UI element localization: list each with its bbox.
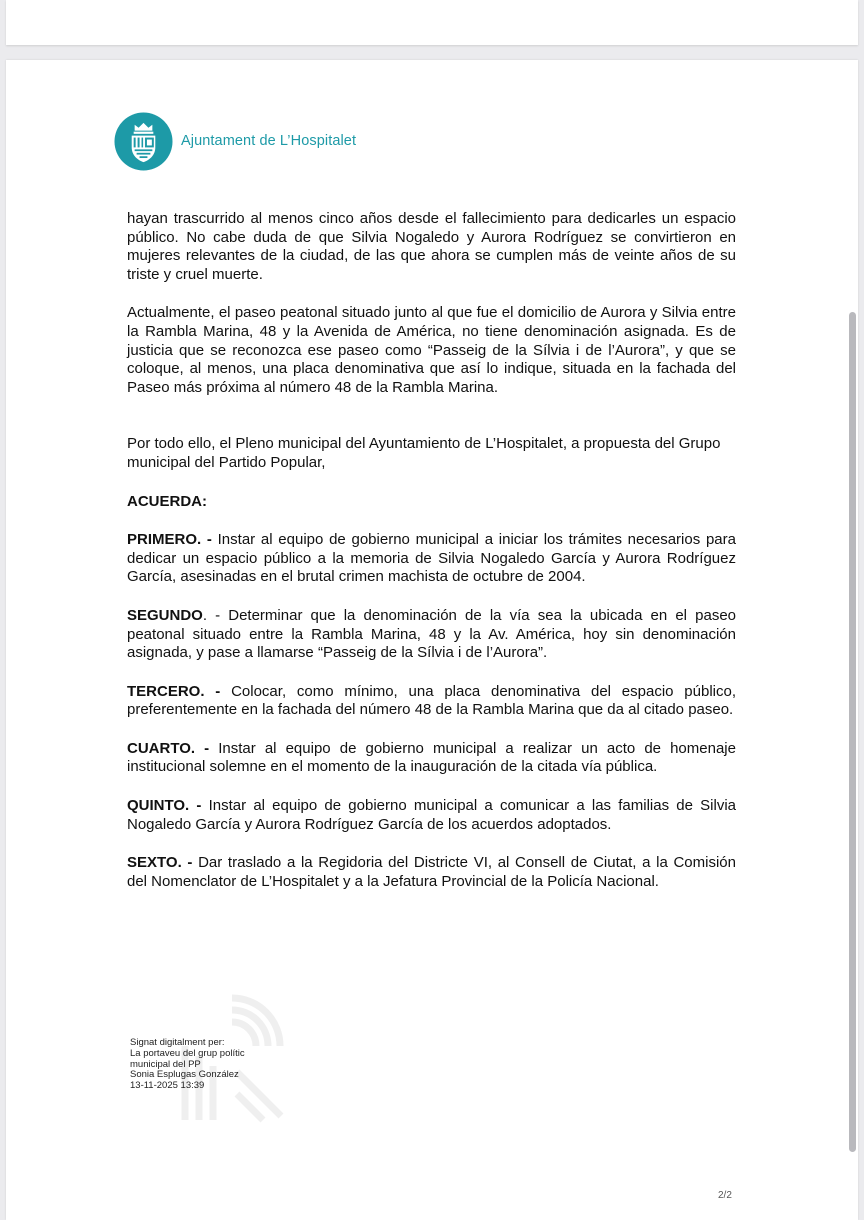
agreement-point-primero <box>127 531 736 587</box>
document-page <box>6 60 858 1220</box>
agreement-point-tercero <box>127 683 736 720</box>
point-label: QUINTO. - <box>127 797 202 815</box>
point-text: Instar al equipo de gobierno municipal a comunicar a las familias de Silvia Nogaledo García y Aurora Rodríguez García de los acuerdos adoptados. <box>127 797 737 833</box>
point-label: TERCERO. - <box>127 682 221 700</box>
paragraph-proposal: Por todo ello, el Pleno municipal del Ayuntamiento de L’Hospitalet, a propuesta del Grupo municipal del Partido Popular, <box>127 435 721 471</box>
agreement-point-segundo <box>127 607 736 663</box>
agreement-point-cuarto <box>127 740 736 777</box>
signature-line: La portaveu del grup polític <box>130 1047 245 1059</box>
agreement-point-sexto <box>127 854 736 891</box>
digital-signature-block <box>130 1038 245 1092</box>
point-text: Colocar, como mínimo, una placa denominativa del espacio público, preferentemente en la fachada del número 48 de la Rambla Marina que da al citado paseo. <box>127 682 736 719</box>
signature-line: municipal del PP <box>130 1058 201 1070</box>
page-number: 2/2 <box>718 1190 732 1201</box>
point-label: PRIMERO. - <box>127 531 212 549</box>
hospitalet-crest-icon <box>114 112 173 171</box>
previous-page-edge <box>6 0 858 45</box>
point-text: Instar al equipo de gobierno municipal a iniciar los trámites necesarios para dedicar un espacio público a la memoria de Silvia Nogaledo García y Aurora Rodríguez García, asesinadas en el brutal crimen machista de octubre de 2004. <box>127 531 736 586</box>
signature-signer-name: Sonia Esplugas González <box>130 1069 239 1081</box>
document-body <box>127 210 736 891</box>
point-label: CUARTO. - <box>127 739 210 757</box>
ajuntament-logo <box>114 112 414 172</box>
point-label: SEXTO. - <box>127 854 193 872</box>
organization-name: Ajuntament de L’Hospitalet <box>181 133 357 149</box>
point-text: Instar al equipo de gobierno municipal a realizar un acto de homenaje institucional solemne en el momento de la inauguración de la citada vía pública. <box>127 739 736 776</box>
vertical-scrollbar[interactable] <box>849 312 856 1152</box>
point-label: SEGUNDO <box>127 606 203 624</box>
signature-line: Signat digitalment per: <box>130 1037 225 1048</box>
point-text: Dar traslado a la Regidoria del Districte VI, al Consell de Ciutat, a la Comisión del Nomenclator de L’Hospitalet y a la Jefatura Provincial de la Policía Nacional. <box>127 854 736 890</box>
paragraph-intro: hayan trascurrido al menos cinco años desde el fallecimiento para dedicarles un espacio público. No cabe duda de que Silvia Nogaledo y Aurora Rodríguez se convirtieron en mujeres relevantes de la ciudad, de las que ahora se cumplen más de veinte años de su triste y cruel muerte. <box>127 210 736 283</box>
acuerda-heading: ACUERDA: <box>127 492 207 510</box>
point-text: . - Determinar que la denominación de la vía sea la ubicada en el paseo peatonal situado entre la Rambla Marina, 48 y la Av. América, hoy sin denominación asignada, y pase a llamarse “Passeig de la Sílvia i de l’Aurora”. <box>127 606 736 662</box>
signature-timestamp: 13-11-2025 13:39 <box>130 1080 205 1092</box>
agreement-point-quinto <box>127 797 736 834</box>
paragraph-current-situation: Actualmente, el paseo peatonal situado junto al que fue el domicilio de Aurora y Silvia entre la Rambla Marina, 48 y la Avenida de América, no tiene denominación asignada. Es de justicia que se reconozca ese paseo como “Passeig de la Sílvia i de l’Aurora”, y que se coloque, al menos, una placa denominativa que así lo indique, situada en la fachada del Paseo más próxima al número 48 de la Rambla Marina. <box>127 304 736 396</box>
